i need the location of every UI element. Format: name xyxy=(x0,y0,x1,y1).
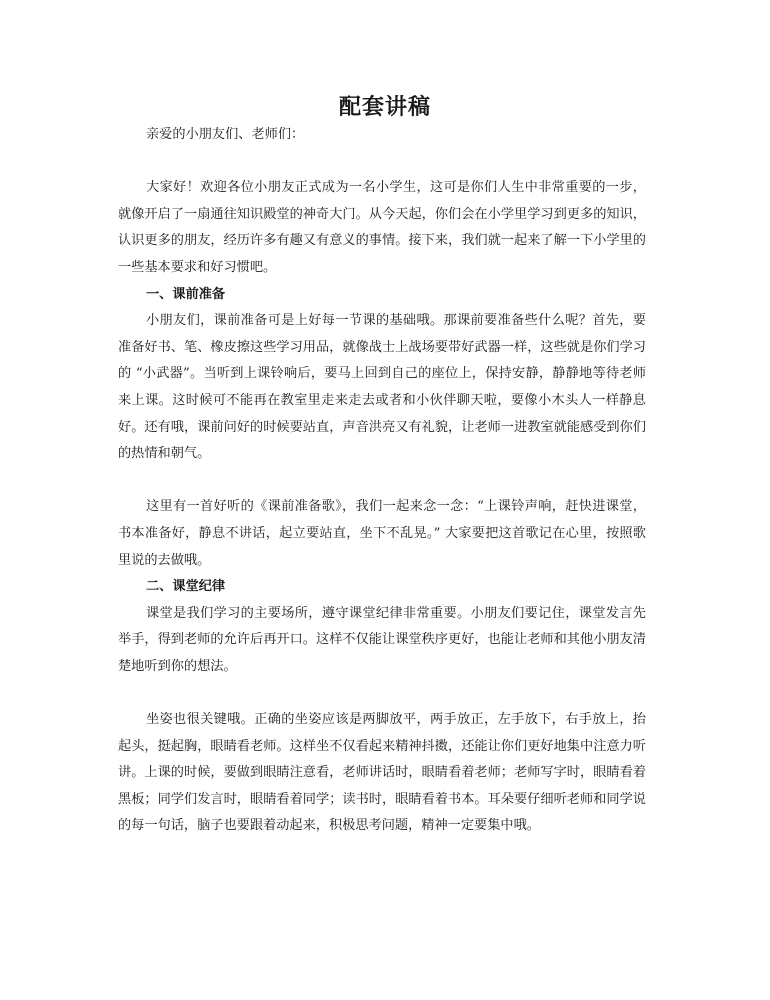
paragraph-gap xyxy=(118,149,646,176)
discipline-paragraph-1: 课堂是我们学习的主要场所，遵守课堂纪律非常重要。小朋友们要记住，课堂发言先举手，得到老师的允许后再开口。这样不仅能让课堂秩序更好，也能让老师和其他小朋友清楚地听到你的想法。 xyxy=(118,605,646,674)
section-heading-discipline: 二、课堂纪律 xyxy=(146,579,226,595)
section-heading-preparation: 一、课前准备 xyxy=(146,286,226,302)
document-body xyxy=(118,122,646,840)
discipline-paragraph-2: 坐姿也很关键哦。正确的坐姿应该是两脚放平，两手放正，左手放下，右手放上，抬起头，挺起胸，眼睛看老师。这样坐不仅看起来精神抖擞，还能让你们更好地集中注意力听讲。上课的时候，要做到眼睛注意看，老师讲话时，眼睛看着老师；老师写字时，眼睛看着黑板；同学们发言时，眼睛看着同学；读书时，眼睛看着书本。耳朵要仔细听老师和同学说的每一句话，脑子也要跟着动起来，积极思考问题，精神一定要集中哦。 xyxy=(118,712,646,834)
salutation: 亲爱的小朋友们、老师们： xyxy=(146,127,305,142)
page-title: 配套讲稿 xyxy=(338,94,431,120)
paragraph-gap xyxy=(118,680,646,707)
preparation-paragraph-2: 这里有一首好听的《课前准备歌》，我们一起来念一念：“上课铃声响，赶快进课堂，书本准备好，静息不讲话，起立要站直，坐下不乱晃。” 大家要把这首歌记在心里，按照歌里说的去做哦。 xyxy=(118,499,646,568)
intro-paragraph: 大家好！欢迎各位小朋友正式成为一名小学生，这可是你们人生中非常重要的一步，就像开启了一扇通往知识殿堂的神奇大门。从今天起，你们会在小学里学习到更多的知识，认识更多的朋友，经历许多有趣又有意义的事情。接下来，我们就一起来了解一下小学里的一些基本要求和好习惯吧。 xyxy=(118,180,646,275)
preparation-paragraph-1: 小朋友们，课前准备可是上好每一节课的基础哦。那课前要准备些什么呢？首先，要准备好书、笔、橡皮擦这些学习用品，就像战士上战场要带好武器一样，这些就是你们学习的 “小武器”。当听到上课铃响后，要马上回到自己的座位上，保持安静，静静地等待老师来上课。这时候可不能再在教室里走来走去或者和小伙伴聊天啦，要像小木头人一样静息好。还有哦，课前问好的时候要站直，声音洪亮又有礼貌，让老师一进教室就能感受到你们的热情和朝气。 xyxy=(118,313,646,462)
paragraph-gap xyxy=(118,468,646,495)
